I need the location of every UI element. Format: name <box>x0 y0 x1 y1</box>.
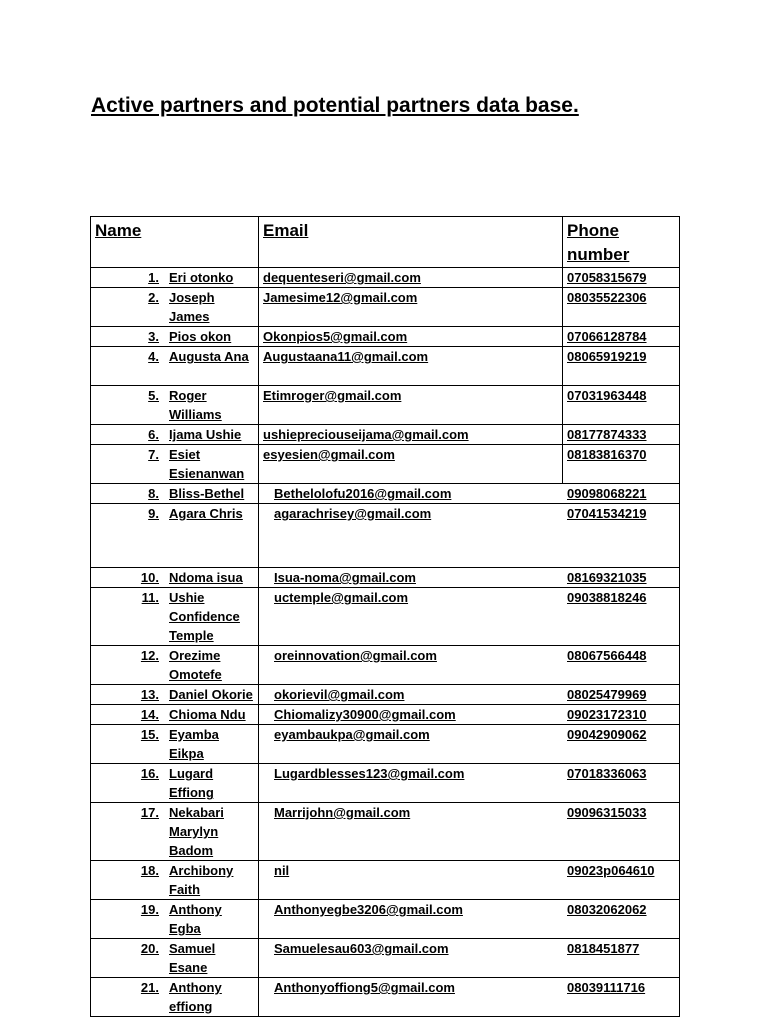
email-cell: Bethelolofu2016@gmail.com <box>259 484 563 504</box>
name-cell <box>91 685 259 705</box>
partner-name: Nekabari Marylyn Badom <box>169 805 224 858</box>
partner-name: Eyamba Eikpa <box>169 727 219 761</box>
row-number: 2. <box>148 290 159 305</box>
name-cell <box>91 568 259 588</box>
phone-cell: 08177874333 <box>563 425 680 445</box>
table-row <box>91 568 680 588</box>
table-row <box>91 803 680 861</box>
row-number: 8. <box>148 486 159 501</box>
email-cell: Marrijohn@gmail.com <box>259 803 563 861</box>
table-row <box>91 900 680 939</box>
row-number: 18. <box>140 863 159 878</box>
table-row <box>91 288 680 327</box>
email-cell: uctemple@gmail.com <box>259 588 563 646</box>
name-cell <box>91 268 259 288</box>
name-cell <box>91 484 259 504</box>
name-cell <box>91 939 259 978</box>
phone-cell: 07031963448 <box>563 386 680 425</box>
phone-cell: 08183816370 <box>563 445 680 484</box>
table-row <box>91 725 680 764</box>
table-row <box>91 646 680 685</box>
row-number: 14. <box>140 707 159 722</box>
email-cell: Isua-noma@gmail.com <box>259 568 563 588</box>
table-row <box>91 484 680 504</box>
email-cell: Etimroger@gmail.com <box>259 386 563 425</box>
name-cell <box>91 861 259 900</box>
row-number: 16. <box>140 766 159 781</box>
name-cell <box>91 425 259 445</box>
row-number: 10. <box>140 570 159 585</box>
partner-name: Anthony Egba <box>169 902 222 936</box>
row-number: 13. <box>140 687 159 702</box>
partner-name: Esiet Esienanwan <box>169 447 245 481</box>
phone-cell: 08065919219 <box>563 347 680 386</box>
email-cell: Jamesime12@gmail.com <box>259 288 563 327</box>
email-cell: oreinnovation@gmail.com <box>259 646 563 685</box>
phone-cell: 09038818246 <box>563 588 680 646</box>
partner-name: Pios okon <box>169 329 232 344</box>
partner-name: Joseph James <box>169 290 215 324</box>
name-cell <box>91 327 259 347</box>
partner-name: Chioma Ndu <box>169 707 246 722</box>
table-row <box>91 504 680 568</box>
email-cell: okorievil@gmail.com <box>259 685 563 705</box>
name-cell <box>91 504 259 568</box>
email-cell: agarachrisey@gmail.com <box>259 504 563 568</box>
row-number: 11. <box>141 590 159 605</box>
phone-cell: 08032062062 <box>563 900 680 939</box>
name-cell <box>91 705 259 725</box>
phone-cell: 08039111716 <box>563 978 680 1017</box>
email-cell: Samuelesau603@gmail.com <box>259 939 563 978</box>
name-cell <box>91 900 259 939</box>
row-number: 12. <box>140 648 159 663</box>
name-cell <box>91 445 259 484</box>
phone-cell: 08169321035 <box>563 568 680 588</box>
partner-name: Augusta Ana <box>169 349 249 364</box>
name-cell <box>91 588 259 646</box>
partner-name: Daniel Okorie <box>169 687 253 702</box>
table-row <box>91 268 680 288</box>
name-cell <box>91 386 259 425</box>
phone-cell: 07041534219 <box>563 504 680 568</box>
email-cell: Anthonyoffiong5@gmail.com <box>259 978 563 1017</box>
table-row <box>91 705 680 725</box>
row-number: 1. <box>148 270 159 285</box>
table-row <box>91 347 680 386</box>
row-number: 15. <box>140 727 159 742</box>
phone-cell: 07058315679 <box>563 268 680 288</box>
name-cell <box>91 347 259 386</box>
table-header-row <box>91 217 680 268</box>
partner-name: Roger Williams <box>169 388 222 422</box>
partner-name: Ijama Ushie <box>169 427 242 442</box>
partner-name: Agara Chris <box>169 506 243 521</box>
phone-cell: 08035522306 <box>563 288 680 327</box>
email-cell: nil <box>259 861 563 900</box>
phone-cell: 09023p064610 <box>563 861 680 900</box>
table-row <box>91 588 680 646</box>
partner-name: Lugard Effiong <box>169 766 214 800</box>
row-number: 9. <box>148 506 159 521</box>
header-phone: Phone number <box>563 217 680 268</box>
phone-cell: 09098068221 <box>563 484 680 504</box>
partner-name: Archibony Faith <box>169 863 234 897</box>
partner-name: Samuel Esane <box>169 941 216 975</box>
row-number: 7. <box>148 447 159 462</box>
email-cell: Anthonyegbe3206@gmail.com <box>259 900 563 939</box>
phone-cell: 07018336063 <box>563 764 680 803</box>
phone-cell: 08025479969 <box>563 685 680 705</box>
phone-cell: 07066128784 <box>563 327 680 347</box>
email-cell: ushiepreciouseijama@gmail.com <box>259 425 563 445</box>
table-row <box>91 978 680 1017</box>
table-row <box>91 445 680 484</box>
email-cell: Okonpios5@gmail.com <box>259 327 563 347</box>
email-cell: eyambaukpa@gmail.com <box>259 725 563 764</box>
email-cell: dequenteseri@gmail.com <box>259 268 563 288</box>
partner-name: Eri otonko <box>169 270 234 285</box>
partner-name: Bliss-Bethel <box>169 486 245 501</box>
row-number: 17. <box>140 805 159 820</box>
email-cell: esyesien@gmail.com <box>259 445 563 484</box>
name-cell <box>91 288 259 327</box>
name-cell <box>91 978 259 1017</box>
header-email: Email <box>259 217 563 268</box>
table-row <box>91 764 680 803</box>
table-row <box>91 327 680 347</box>
header-name: Name <box>91 217 259 268</box>
table-row <box>91 425 680 445</box>
row-number: 4. <box>148 349 159 364</box>
name-cell <box>91 725 259 764</box>
partners-table <box>90 216 680 1017</box>
email-cell: Chiomalizy30900@gmail.com <box>259 705 563 725</box>
row-number: 19. <box>140 902 159 917</box>
row-number: 21. <box>140 980 159 995</box>
email-cell: Lugardblesses123@gmail.com <box>259 764 563 803</box>
phone-cell: 0818451877 <box>563 939 680 978</box>
table-row <box>91 685 680 705</box>
partner-name: Ushie Confidence Temple <box>169 590 240 643</box>
phone-cell: 09096315033 <box>563 803 680 861</box>
name-cell <box>91 803 259 861</box>
table-row <box>91 939 680 978</box>
document-title: Active partners and potential partners data base. <box>91 94 579 117</box>
name-cell <box>91 764 259 803</box>
row-number: 5. <box>148 388 159 403</box>
row-number: 20. <box>140 941 159 956</box>
partner-name: Orezime Omotefe <box>169 648 222 682</box>
email-cell: Augustaana11@gmail.com <box>259 347 563 386</box>
row-number: 3. <box>148 329 159 344</box>
table-row <box>91 861 680 900</box>
phone-cell: 09042909062 <box>563 725 680 764</box>
partner-name: Anthony effiong <box>169 980 222 1014</box>
name-cell <box>91 646 259 685</box>
phone-cell: 08067566448 <box>563 646 680 685</box>
phone-cell: 09023172310 <box>563 705 680 725</box>
row-number: 6. <box>148 427 159 442</box>
table-row <box>91 386 680 425</box>
partner-name: Ndoma isua <box>169 570 243 585</box>
